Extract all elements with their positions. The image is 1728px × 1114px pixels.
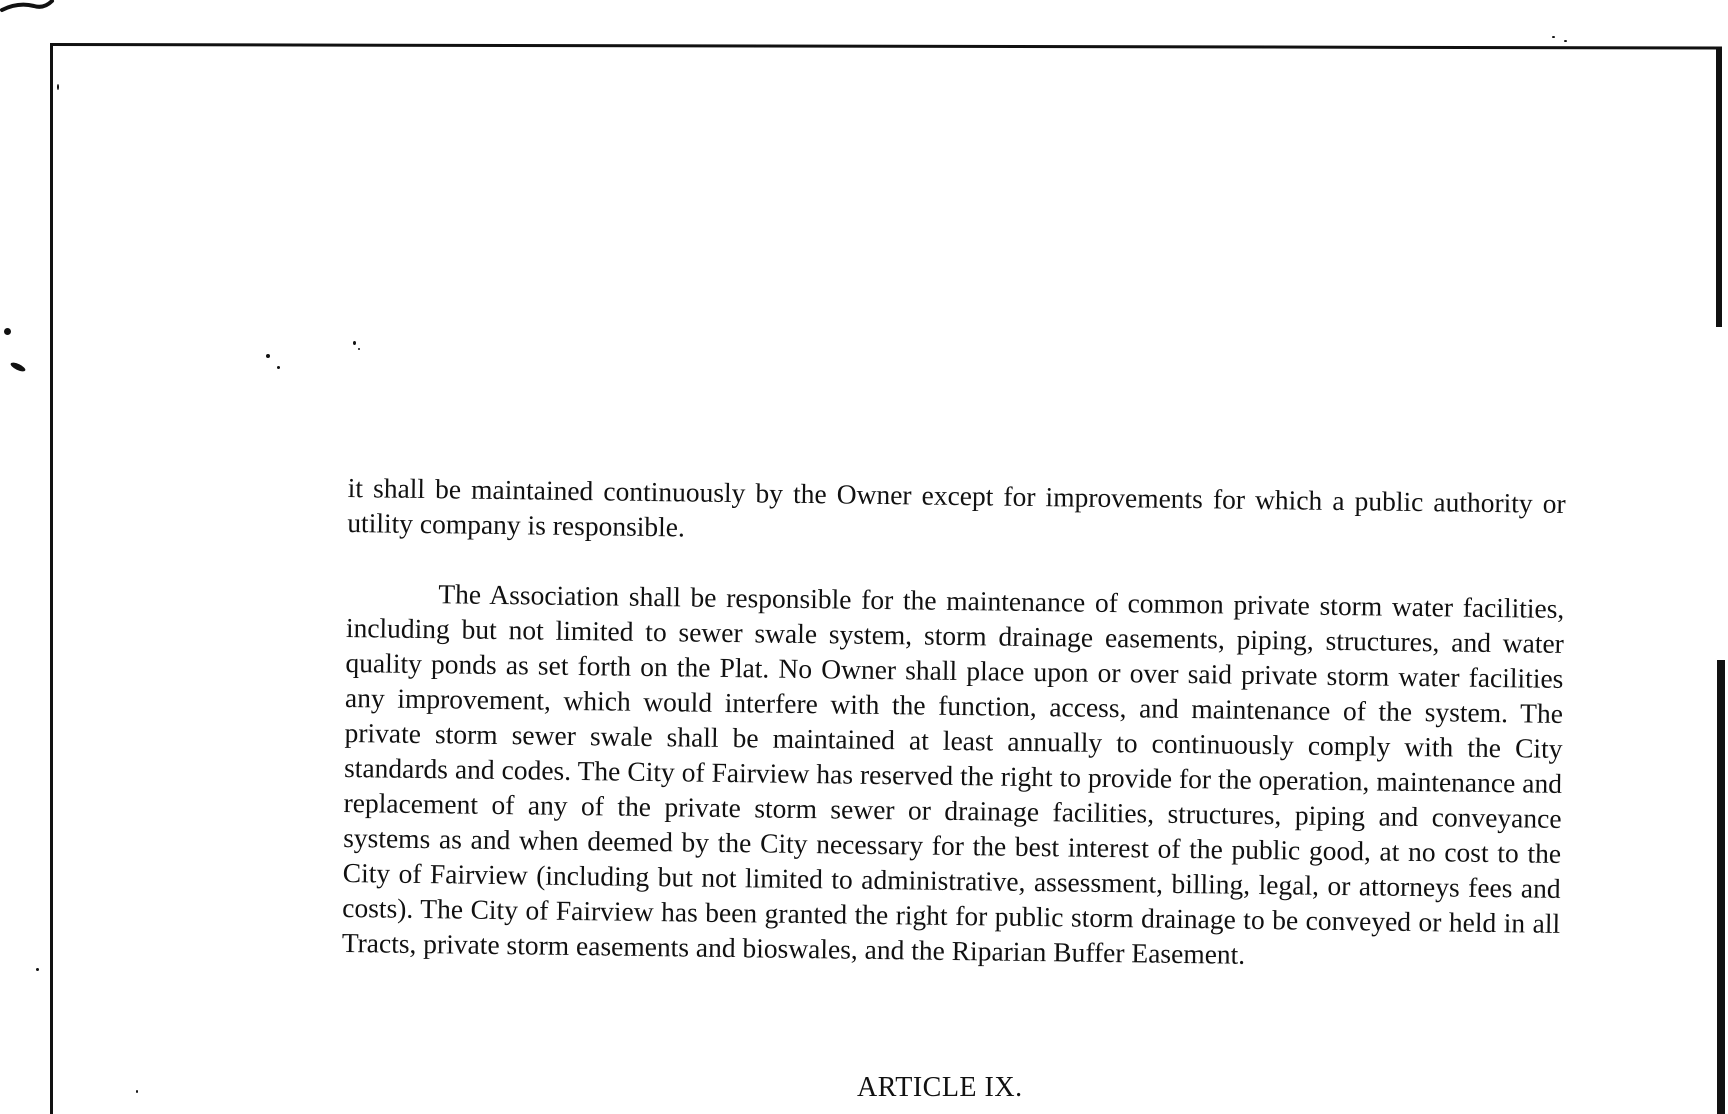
page-border-right-upper: [1716, 47, 1722, 327]
scan-speck: [353, 341, 356, 345]
body-paragraph-storm-water: The Association shall be responsible for the maintenance of common private storm water facilities, including but not limited to sewer swale system, storm drainage easements, piping, structures, and water quality ponds as set forth on the Plat. No Owner shall place upon or over said private storm water facilities any improvement, which would interfere with the function, access, and maintenance of the system. The private storm sewer swale shall be maintained at least annually to continuously comply with the City standards and codes. The City of Fairview has reserved the right to provide for the operation, maintenance and replacement of any of the private storm sewer or drainage facilities, structures, piping and conveyance systems as and when deemed by the City necessary for the best interest of the public good, at no cost to the City of Fairview (including but not limited to administrative, assessment, billing, legal, or attorneys fees and costs). The City of Fairview has been granted the right for public storm drainage to be conveyed or held in all Tracts, private storm easements and bioswales, and the Riparian Buffer Easement.: [341, 578, 1565, 970]
scan-speck: [1564, 40, 1567, 42]
scan-speck: [136, 1090, 138, 1093]
scan-speck: [4, 328, 11, 335]
scan-speck: [358, 348, 360, 350]
scan-speck: [277, 366, 280, 369]
scan-speck: [1552, 36, 1555, 38]
scan-speck: [36, 968, 39, 971]
article-heading: ARTICLE IX.: [857, 1072, 1023, 1103]
scan-mark-scrawl: [0, 0, 56, 14]
body-paragraph-continuation: it shall be maintained continuously by the Owner except for improvements for which a public authority or utility company is responsible.: [347, 471, 1566, 543]
scan-speck: [57, 84, 59, 90]
page-border-left: [50, 45, 53, 1114]
page-border-top: [50, 43, 1722, 50]
scan-speck: [266, 354, 270, 358]
scan-speck: [9, 361, 26, 373]
page-border-right-lower: [1717, 660, 1725, 1114]
document-body: [342, 470, 1566, 976]
